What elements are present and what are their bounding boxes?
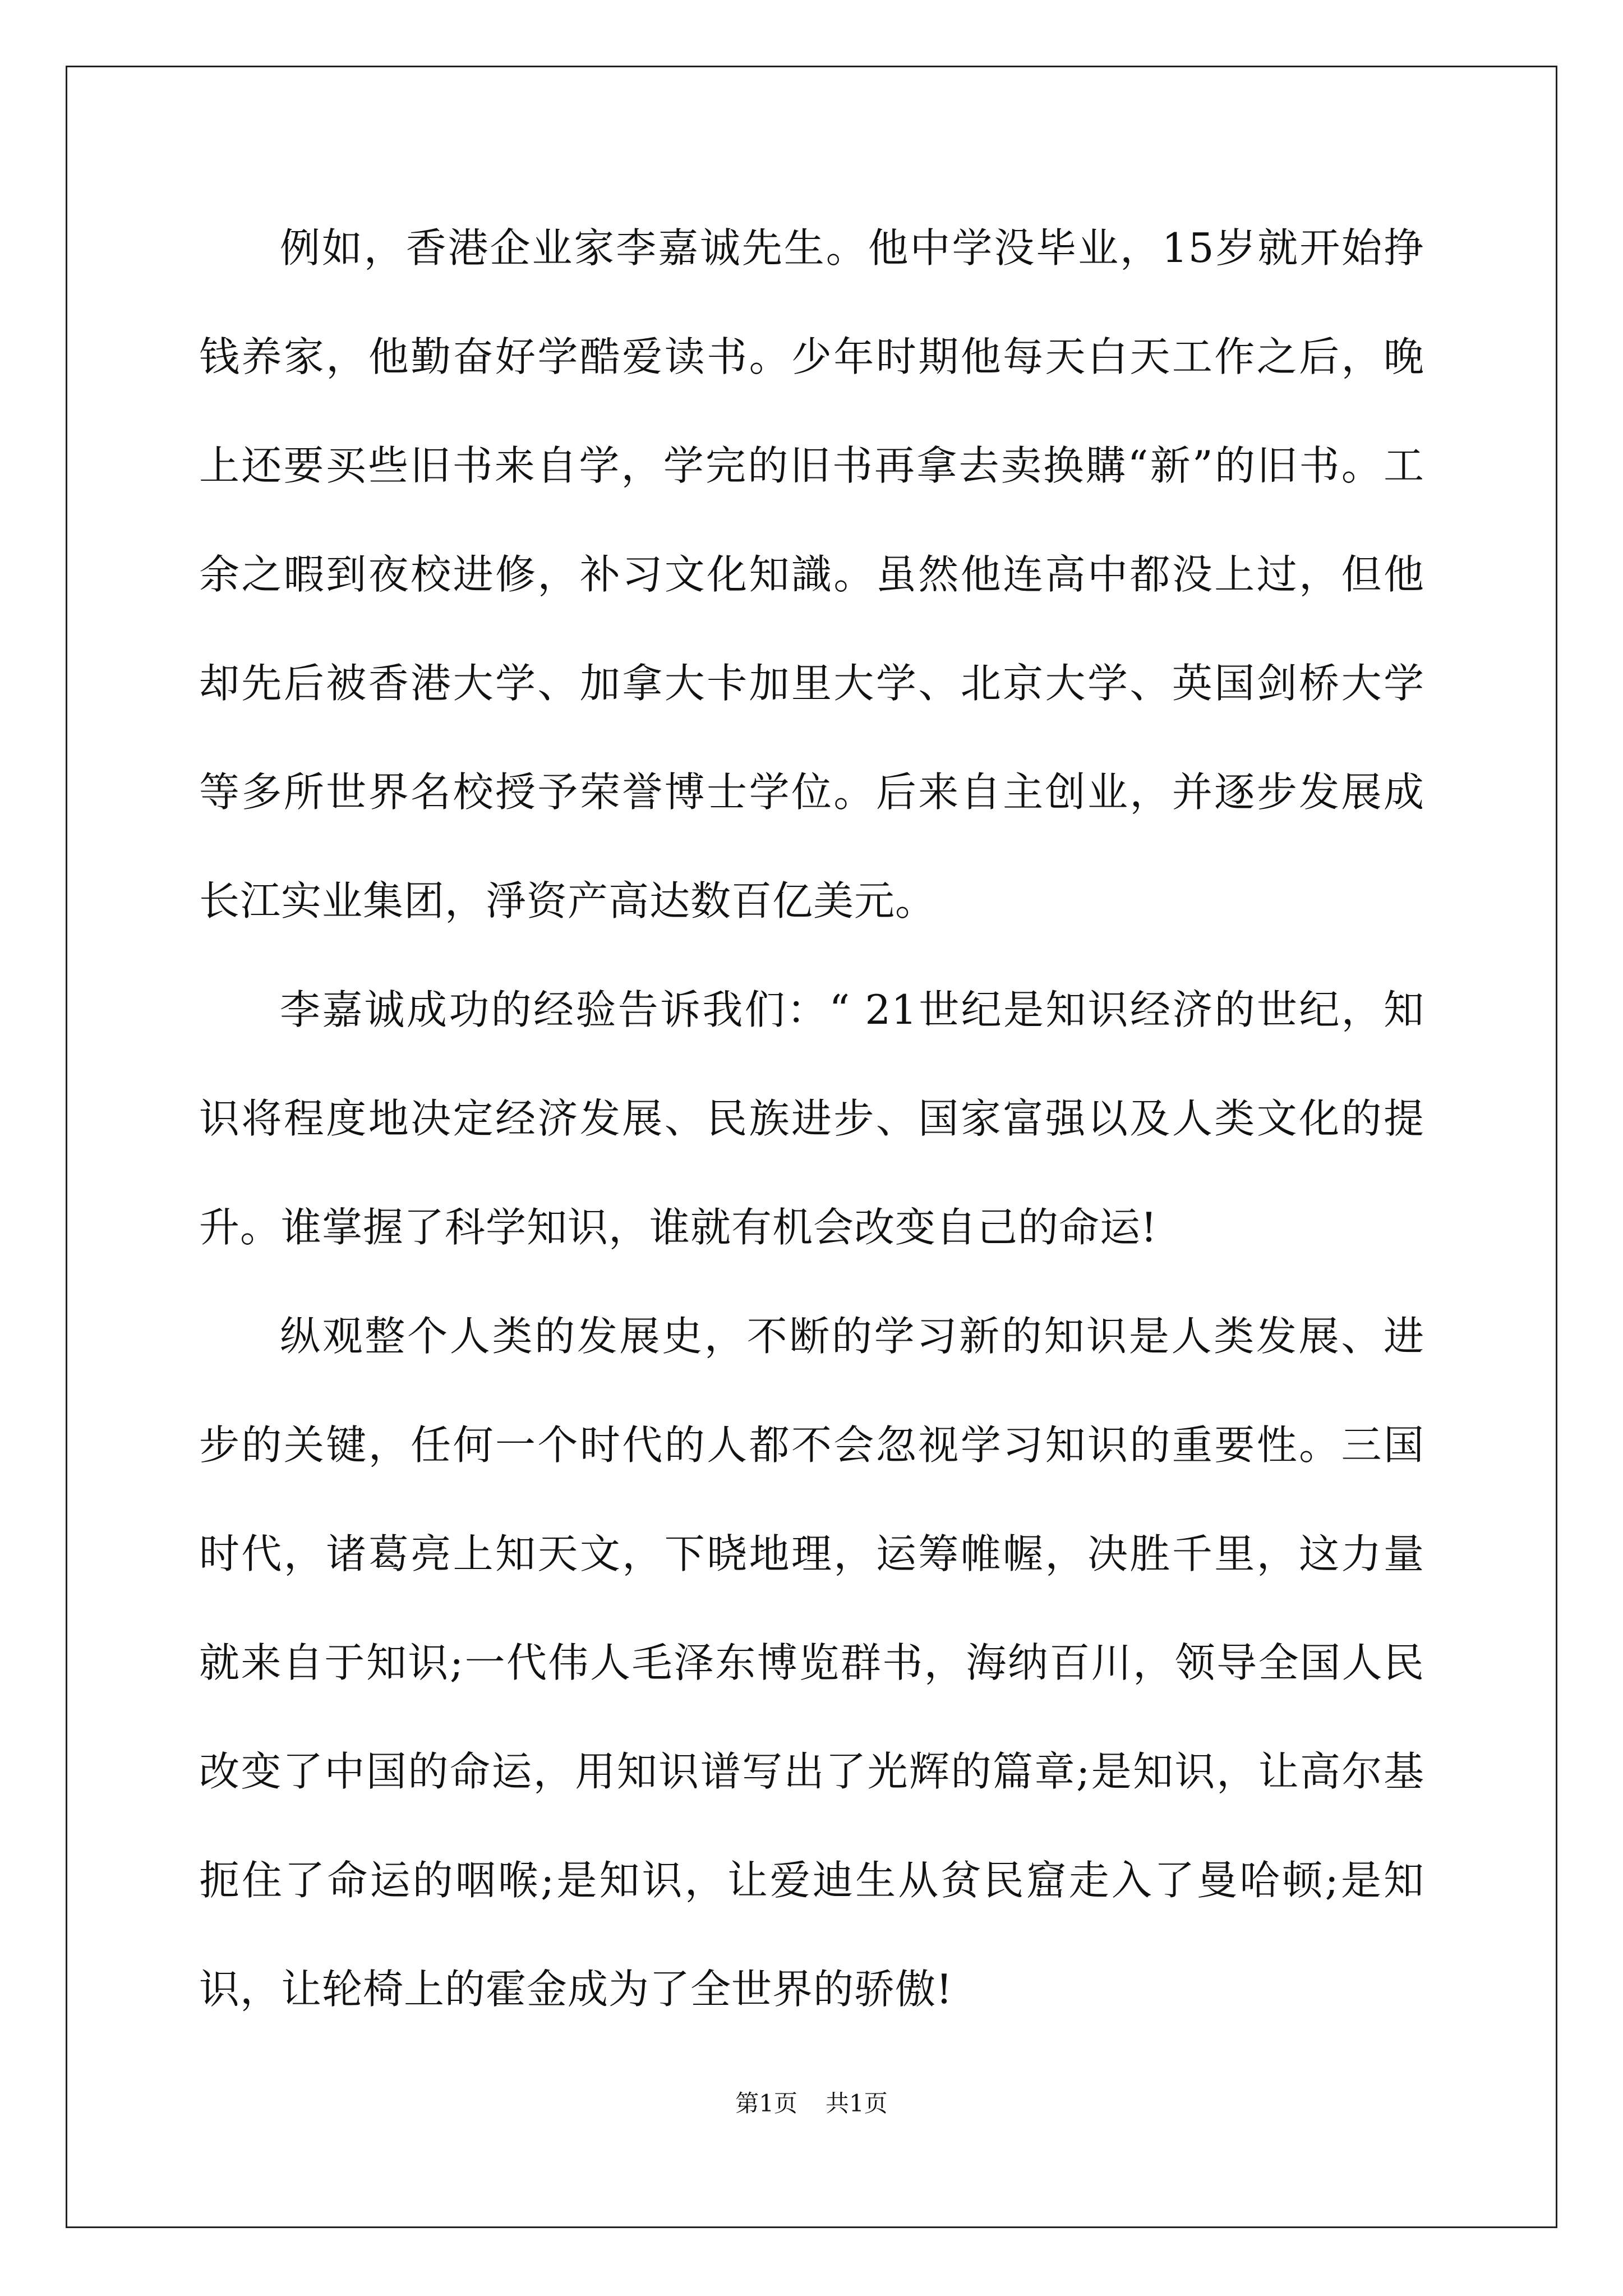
page-number-current: 第1页 xyxy=(735,2090,797,2117)
page-number-total: 共1页 xyxy=(826,2090,888,2117)
page-footer xyxy=(0,2087,1623,2120)
paragraph-knowledge-economy-quote: 李嘉诚成功的经验告诉我们：“ 21世纪是知识经济的世纪，知识将程度地决定经济发展、民族进步、国家富强以及人类文化的提升。谁掌握了科学知识，谁就有机会改变自己的命运! xyxy=(199,986,1424,1251)
paragraph-history-of-knowledge: 纵观整个人类的发展史，不断的学习新的知识是人类发展、进步的关键，任何一个时代的人都不会忽视学习知识的重要性。三国时代，诸葛亮上知天文，下晓地理，运筹帷幄，决胜千里，这力量就来自于知识;一代伟人毛泽东博览群书，海纳百川，领导全国人民改变了中国的命运，用知识谱写出了光辉的篇章;是知识，让高尔基扼住了命运的咽喉;是知识，让爱迪生从贫民窟走入了曼哈顿;是知识，让轮椅上的霍金成为了全世界的骄傲! xyxy=(199,1313,1424,2013)
document-body xyxy=(199,194,1424,2044)
paragraph-li-ka-shing-story: 例如，香港企业家李嘉诚先生。他中学没毕业，15岁就开始挣钱养家，他勤奋好学酷爱读书。少年时期他每天白天工作之后，晚上还要买些旧书来自学，学完的旧书再拿去卖换購“新”的旧书。工余之暇到夜校进修，补习文化知識。虽然他连高中都没上过，但他却先后被香港大学、加拿大卡加里大学、北京大学、英国剑桥大学等多所世界名校授予荣誉博士学位。后来自主创业，并逐步发展成长江实业集团，淨资产高达数百亿美元。 xyxy=(199,224,1424,924)
